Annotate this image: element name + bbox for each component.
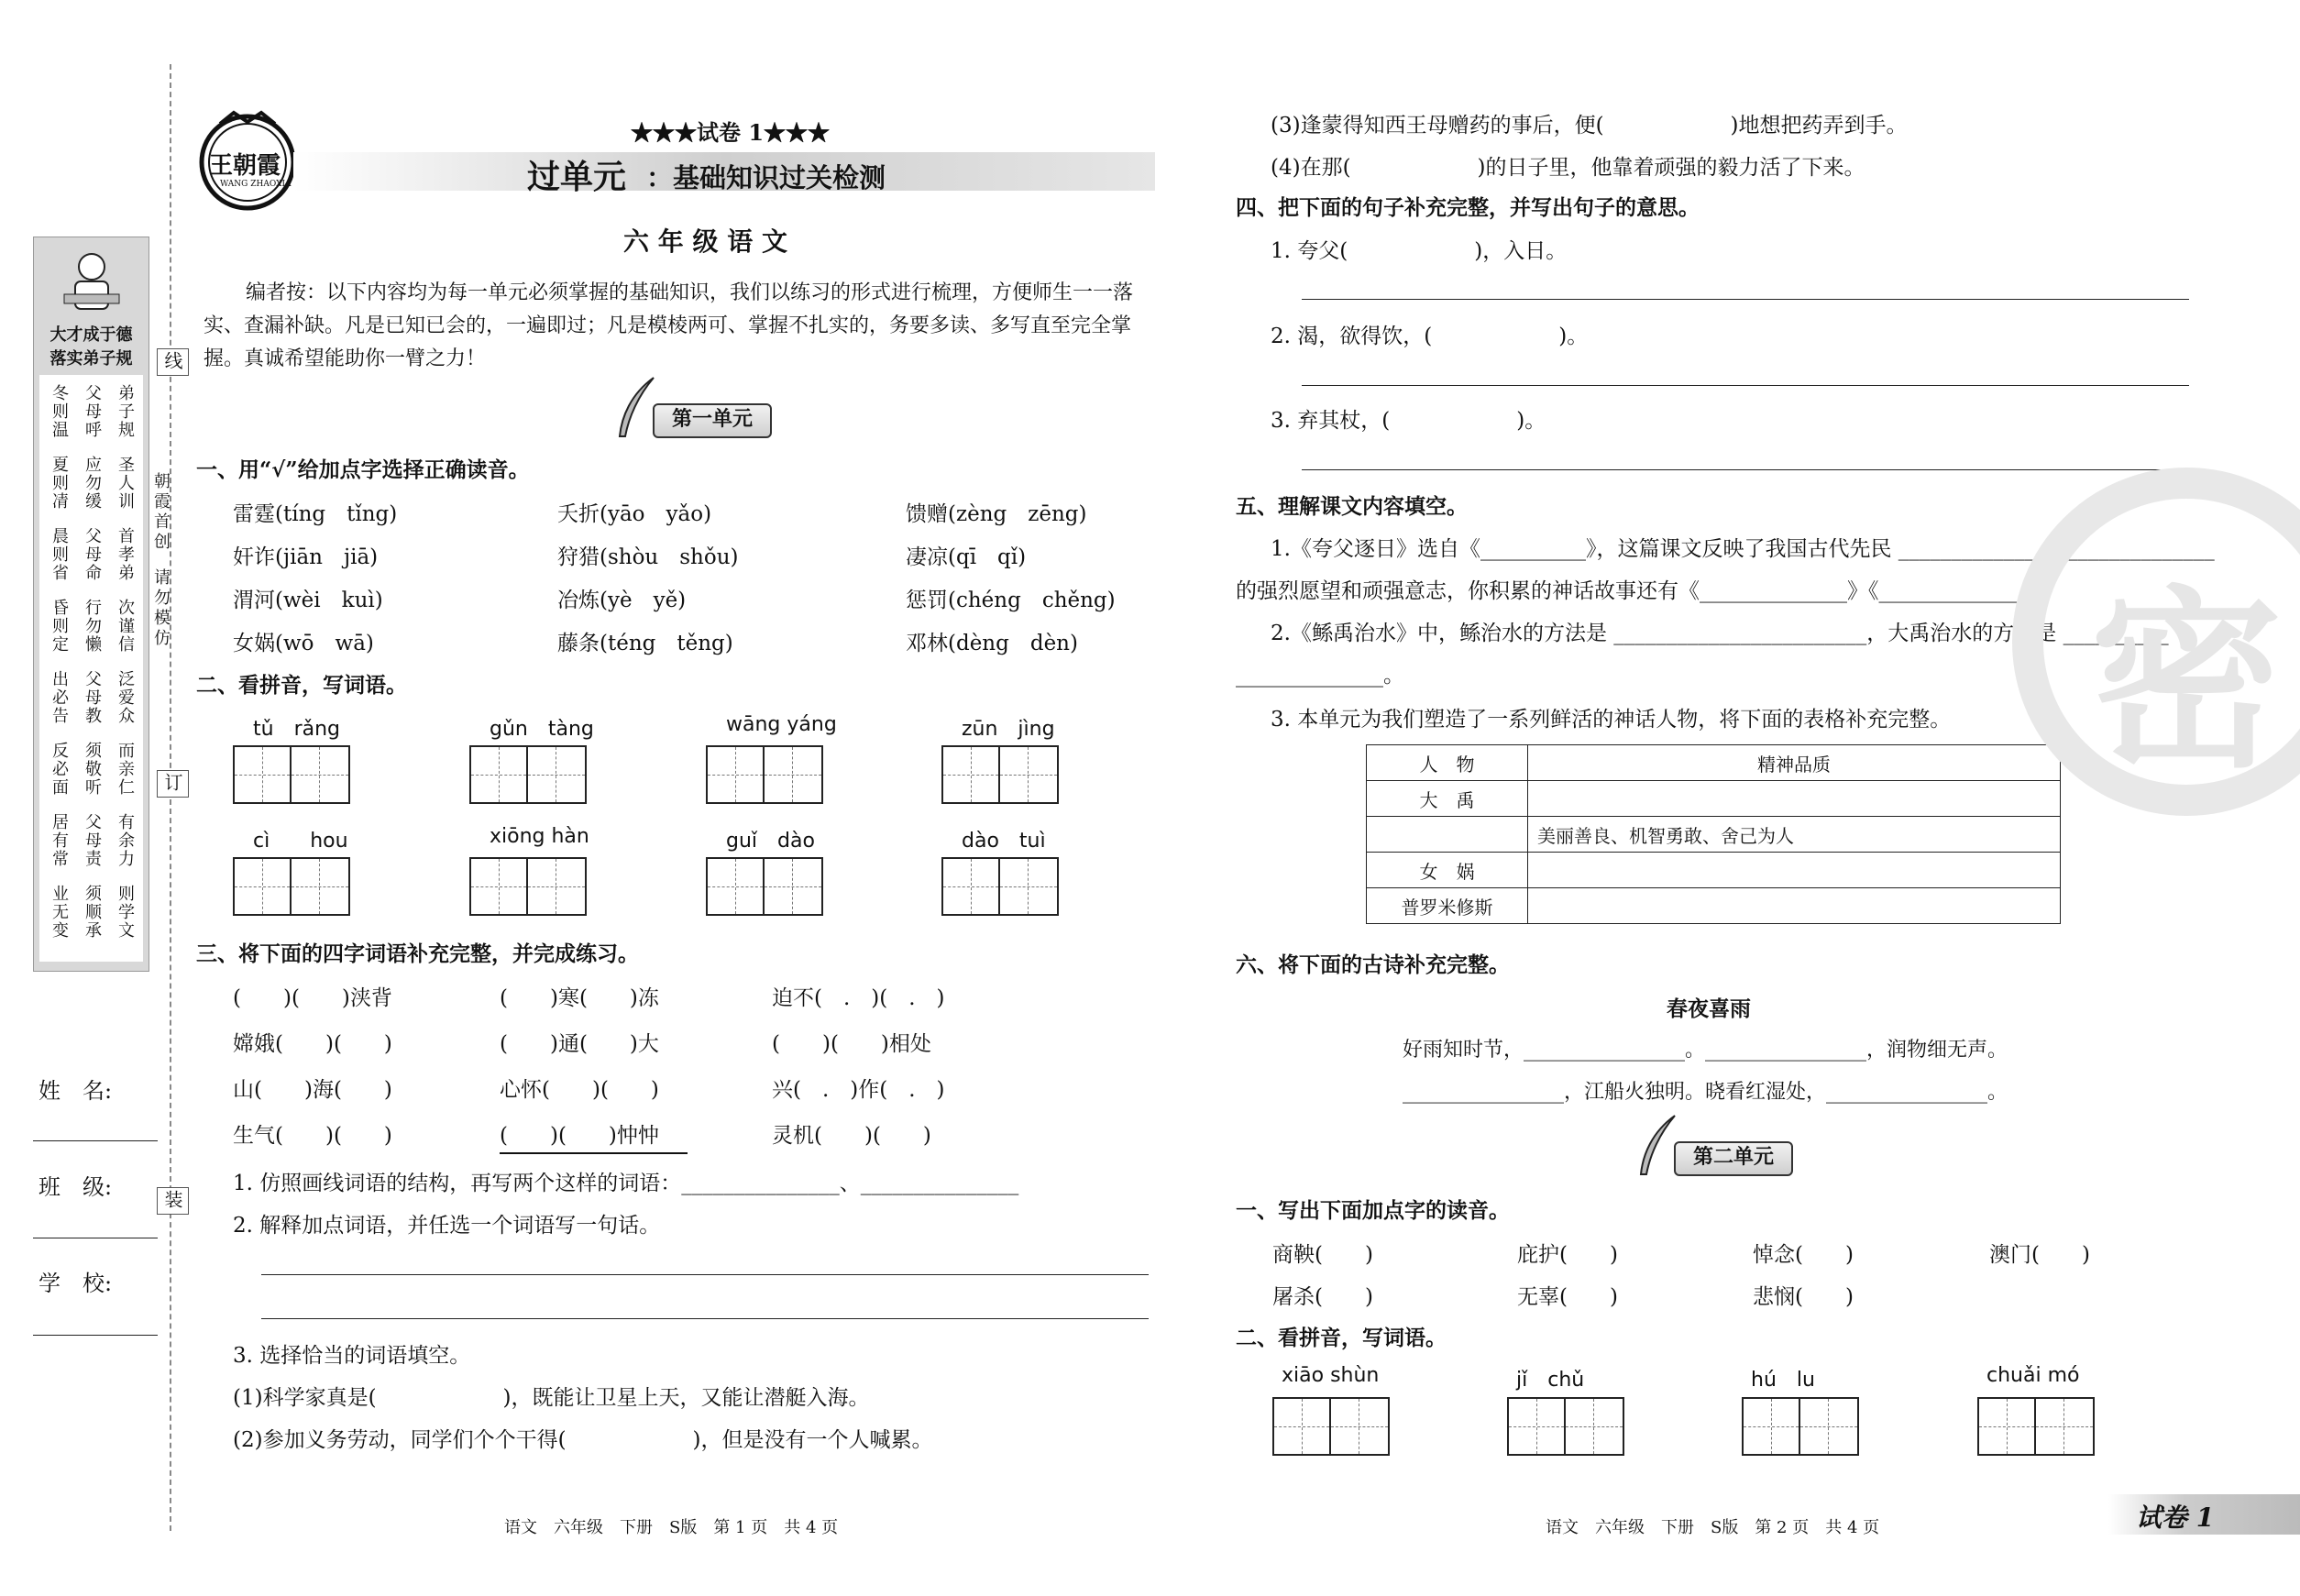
- q5-1b: 的强烈愿望和顽强意志，你积累的神话故事还有《______________》《______________》。: [1236, 579, 2058, 603]
- confidential-stamp-char: 密: [2090, 567, 2283, 794]
- q2-pinyin: cì hou: [253, 830, 348, 853]
- answer-line-1[interactable]: [261, 1274, 1149, 1275]
- q1-item[interactable]: 渭河(wèi kuì): [233, 589, 383, 612]
- u2q2-pinyin: xiāo shùn: [1282, 1364, 1380, 1387]
- char-cell[interactable]: [2036, 1399, 2093, 1454]
- q3-sub3-b: (2)参加义务劳动，同学们个个干得( )，但是没有一个人喊累。: [233, 1428, 933, 1452]
- char-cell[interactable]: [943, 859, 1000, 914]
- q4-2-line[interactable]: [1302, 385, 2189, 386]
- side-motto-top: 大才成于德: [50, 325, 133, 345]
- side-text-column: 业无变: [50, 885, 69, 940]
- side-text-column: 首孝弟: [116, 527, 135, 582]
- guide-line: [735, 859, 736, 914]
- side-text-column: 昏则定: [50, 599, 69, 654]
- q1-item[interactable]: 惩罚(chéng chěng): [906, 589, 1116, 612]
- table-header: [1367, 745, 2061, 781]
- school-field[interactable]: [33, 1335, 158, 1336]
- q2-write-box[interactable]: [233, 745, 350, 804]
- name-field[interactable]: [33, 1140, 158, 1141]
- char-cell[interactable]: [708, 747, 765, 802]
- side-text-column: 父母命: [83, 527, 102, 582]
- side-text-column: 须敬听: [83, 742, 102, 797]
- r-line-1: (3)逢蒙得知西王母赠药的事后，便( )地想把药弄到手。: [1271, 114, 1908, 138]
- char-cell[interactable]: [1509, 1399, 1566, 1454]
- side-text-column: 居有常: [50, 813, 69, 868]
- table-head-person: 人 物: [1367, 745, 1528, 781]
- char-cell[interactable]: [235, 747, 292, 802]
- q2-write-box[interactable]: [706, 857, 823, 916]
- guide-line: [1771, 1399, 1772, 1454]
- brand-logo-text: 王朝霞: [209, 152, 281, 180]
- q3-item[interactable]: 生气( )( ): [233, 1124, 392, 1148]
- q3-sub3-a: (1)科学家真是( )，既能让卫星上天，又能让潜艇入海。: [233, 1386, 870, 1410]
- side-text-column: 泛爱众: [116, 670, 135, 725]
- name-label: 姓 名:: [39, 1078, 113, 1104]
- guide-line: [792, 859, 793, 914]
- seal-char-3: 装: [157, 1187, 189, 1215]
- guide-line: [2063, 1399, 2064, 1454]
- q1-item[interactable]: 女娲(wō wā): [233, 632, 374, 655]
- char-cell[interactable]: [708, 859, 765, 914]
- q1-title: 一、用“√”给加点字选择正确读音。: [196, 457, 530, 482]
- binding-line: [170, 64, 171, 1531]
- q2-pinyin: tǔ rǎng: [253, 718, 341, 741]
- poem-line-2: ________________，江船火独明。晓看红湿处，________________。: [1403, 1081, 2008, 1104]
- q3-sub2: 2. 解释加点词语，并任选一个词语写一句话。: [233, 1214, 661, 1238]
- school-label: 学 校:: [39, 1271, 113, 1296]
- right-footer: 语文 六年级 下册 S版 第 2 页 共 4 页: [1546, 1518, 1880, 1537]
- side-text-column: 应勿缓: [83, 456, 102, 511]
- table-cell: 普罗米修斯: [1367, 888, 1528, 924]
- side-text-column: 则学文: [116, 885, 135, 940]
- char-cell[interactable]: [1000, 747, 1057, 802]
- subject-title: 六 年 级 语 文: [623, 226, 787, 257]
- side-text-column: 出必告: [50, 670, 69, 725]
- side-text-column: 圣人训: [116, 456, 135, 511]
- guide-line: [1302, 1399, 1303, 1454]
- u2q1-item[interactable]: 悼念( ): [1753, 1243, 1854, 1267]
- q2-pinyin: xiōng hàn: [490, 825, 589, 848]
- guide-line: [735, 747, 736, 802]
- side-text-box: [39, 375, 143, 962]
- q6-title: 六、将下面的古诗补充完整。: [1236, 952, 1510, 977]
- table-cell: 女 娲: [1367, 853, 1528, 888]
- guide-line: [528, 886, 585, 887]
- char-cell[interactable]: [471, 859, 528, 914]
- q3-item[interactable]: 嫦娥( )( ): [233, 1032, 392, 1056]
- u2q2-pinyin: jǐ chǔ: [1516, 1369, 1585, 1392]
- u2q2-write-box[interactable]: [1272, 1397, 1390, 1456]
- scholar-illustration: [55, 247, 128, 320]
- u2q1-item[interactable]: 无辜( ): [1517, 1285, 1618, 1309]
- table-cell-input[interactable]: [1367, 817, 1528, 853]
- underline-mark: [500, 1152, 688, 1154]
- quill-icon-2: [1634, 1114, 1679, 1182]
- q5-2b: ______________。: [1236, 664, 1404, 688]
- guide-line: [499, 859, 500, 914]
- poem-line-1: 好雨知时节，________________。________________，润物细无声。: [1403, 1039, 2008, 1062]
- q4-1: 1. 夸父( )，入日。: [1271, 239, 1568, 263]
- table-row: [1367, 888, 2061, 924]
- char-cell[interactable]: [1331, 1399, 1388, 1454]
- r-line-2: (4)在那( )的日子里，他靠着顽强的毅力活了下来。: [1271, 156, 1865, 180]
- table-cell-input[interactable]: [1528, 853, 2061, 888]
- char-cell[interactable]: [1274, 1399, 1331, 1454]
- guide-line: [2036, 1426, 2093, 1427]
- u2q2-pinyin: chuǎi mó: [1986, 1364, 2080, 1387]
- guide-line: [765, 775, 821, 776]
- table-cell: 美丽善良、机智勇敢、舍己为人: [1528, 817, 2061, 853]
- table-cell-input[interactable]: [1528, 781, 2061, 817]
- corner-label: 试卷 1: [2136, 1502, 2215, 1533]
- q1-item[interactable]: 夭折(yāo yǎo): [557, 502, 712, 526]
- side-text-column: 次谨信: [116, 599, 135, 654]
- q4-2: 2. 渴，欲得饮，( )。: [1271, 325, 1589, 348]
- q3-item[interactable]: ( )( )忡忡: [500, 1124, 659, 1148]
- table-cell-input[interactable]: [1528, 888, 2061, 924]
- q5-3: 3. 本单元为我们塑造了一系列鲜活的神话人物，将下面的表格补充完整。: [1271, 708, 1952, 732]
- u2q2-write-box[interactable]: [1977, 1397, 2095, 1456]
- side-text-column: 父母责: [83, 813, 102, 868]
- table-row: [1367, 853, 2061, 888]
- poem-title: 春夜喜雨: [1667, 996, 1751, 1021]
- q3-item[interactable]: 迫不( . )( . ): [772, 986, 945, 1010]
- table-row: [1367, 817, 2061, 853]
- char-cell[interactable]: [765, 747, 821, 802]
- quill-icon: [612, 376, 658, 444]
- q3-item[interactable]: 心怀( )( ): [500, 1078, 659, 1102]
- char-cell[interactable]: [292, 859, 348, 914]
- side-text-column: 父母呼: [83, 384, 102, 439]
- guide-line: [1000, 775, 1057, 776]
- guide-line: [765, 886, 821, 887]
- series-label: ★★★试卷 1★★★: [631, 119, 831, 146]
- q2-title: 二、看拼音，写词语。: [196, 673, 407, 698]
- guide-line: [499, 747, 500, 802]
- guide-line: [2007, 1399, 2008, 1454]
- u2q2-write-box[interactable]: [1507, 1397, 1624, 1456]
- guide-line: [971, 859, 972, 914]
- guide-line: [792, 747, 793, 802]
- q5-title: 五、理解课文内容填空。: [1236, 494, 1468, 519]
- guide-line: [292, 886, 348, 887]
- seal-char-2: 订: [157, 770, 189, 798]
- side-text-column: 晨则省: [50, 527, 69, 582]
- q2-write-box[interactable]: [941, 857, 1059, 916]
- char-cell[interactable]: [943, 747, 1000, 802]
- side-text-column: 行勿懒: [83, 599, 102, 654]
- char-cell[interactable]: [1566, 1399, 1623, 1454]
- title-sub: ：基础知识过关检测: [646, 162, 886, 193]
- side-text-column: 夏则凊: [50, 456, 69, 511]
- u2q1-item[interactable]: 商鞅( ): [1272, 1243, 1373, 1267]
- side-note-2: 请勿模仿: [151, 568, 171, 649]
- u2q1-item[interactable]: 悲悯( ): [1753, 1285, 1854, 1309]
- side-text-column: 冬则温: [50, 384, 69, 439]
- q4-3: 3. 弃其杖，( )。: [1271, 409, 1546, 433]
- title-main: 过单元: [527, 158, 627, 196]
- char-cell[interactable]: [1744, 1399, 1800, 1454]
- q4-title: 四、把下面的句子补充完整，并写出句子的意思。: [1236, 195, 1700, 220]
- u2q2-write-box[interactable]: [1742, 1397, 1859, 1456]
- q3-item[interactable]: 山( )海( ): [233, 1078, 392, 1102]
- unit1-banner: 第一单元: [653, 403, 772, 438]
- char-cell[interactable]: [235, 859, 292, 914]
- q1-item[interactable]: 雷霆(tíng tǐng): [233, 502, 398, 526]
- u2q1-title: 一、写出下面加点字的读音。: [1236, 1198, 1510, 1223]
- q3-sub1: 1. 仿照画线词语的结构，再写两个这样的词语：_______________、_______________: [233, 1172, 1019, 1195]
- side-text-column: 有余力: [116, 813, 135, 868]
- guide-line: [971, 747, 972, 802]
- q2-pinyin: guǐ dào: [726, 830, 815, 853]
- q1-item[interactable]: 邓林(dèng dèn): [906, 632, 1078, 655]
- u2q1-item[interactable]: 庇护( ): [1517, 1243, 1618, 1267]
- q3-item[interactable]: ( )( )相处: [772, 1032, 931, 1056]
- side-text-column: 父母教: [83, 670, 102, 725]
- q2-write-box[interactable]: [706, 745, 823, 804]
- side-note-1: 朝霞首创: [151, 472, 171, 553]
- q5-2a: 2.《鲧禹治水》中，鲧治水的方法是 ________________________，大禹治水的方法是 __________: [1271, 622, 2169, 645]
- q2-write-box[interactable]: [941, 745, 1059, 804]
- u2q2-pinyin: hú lu: [1751, 1369, 1815, 1392]
- guide-line: [1028, 859, 1029, 914]
- left-footer: 语文 六年级 下册 S版 第 1 页 共 4 页: [504, 1518, 839, 1537]
- q2-pinyin: gǔn tàng: [490, 718, 594, 741]
- q3-item[interactable]: ( )通( )大: [500, 1032, 659, 1056]
- guide-line: [1028, 747, 1029, 802]
- char-cell[interactable]: [1800, 1399, 1857, 1454]
- guide-line: [1566, 1426, 1623, 1427]
- class-label: 班 级:: [39, 1174, 113, 1200]
- q3-item[interactable]: 灵机( )( ): [772, 1124, 931, 1148]
- q2-pinyin: zūn jìng: [962, 718, 1055, 741]
- guide-line: [262, 747, 263, 802]
- unit2-banner: 第二单元: [1674, 1141, 1793, 1176]
- q3-item[interactable]: 兴( . )作( . ): [772, 1078, 945, 1102]
- side-text-column: 弟子规: [116, 384, 135, 439]
- q2-pinyin: wāng yáng: [726, 713, 837, 736]
- guide-line: [319, 747, 320, 802]
- char-cell[interactable]: [471, 747, 528, 802]
- table-row: [1367, 781, 2061, 817]
- u2q1-item[interactable]: 澳门( ): [1989, 1243, 2090, 1267]
- q1-item[interactable]: 冶炼(yè yě): [557, 589, 687, 612]
- q3-item[interactable]: ( )( )浃背: [233, 986, 392, 1010]
- q3-title: 三、将下面的四字词语补充完整，并完成练习。: [196, 941, 639, 966]
- q2-write-box[interactable]: [469, 745, 587, 804]
- char-cell[interactable]: [1979, 1399, 2036, 1454]
- q5-1a: 1.《夸父逐日》选自《__________》，这篇课文反映了我国古代先民 ______________、______________: [1271, 537, 2215, 561]
- q1-item[interactable]: 狩猎(shòu shǒu): [557, 545, 739, 569]
- char-cell[interactable]: [1000, 859, 1057, 914]
- q2-write-box[interactable]: [469, 857, 587, 916]
- table-cell: 大 禹: [1367, 781, 1528, 817]
- q3-item[interactable]: ( )寒( )冻: [500, 986, 659, 1010]
- guide-line: [1800, 1426, 1857, 1427]
- editor-note: 编者按：以下内容均为每一单元必须掌握的基础知识，我们以练习的形式进行梳理，方便师生一一落实、查漏补缺。凡是已知已会的，一遍即过；凡是模棱两可、掌握不扎实的，务要多读、多写直至完全掌握。真诚希望能助你一臂之力！: [204, 281, 1134, 370]
- answer-line-2[interactable]: [261, 1318, 1149, 1319]
- side-text-column: 须顺承: [83, 885, 102, 940]
- side-text-column: 反必面: [50, 742, 69, 797]
- q1-item[interactable]: 馈赠(zèng zēng): [906, 502, 1087, 526]
- side-panel: [33, 237, 149, 972]
- character-table: [1366, 744, 2061, 924]
- guide-line: [1331, 1426, 1388, 1427]
- side-motto-bottom: 落实弟子规: [50, 349, 133, 369]
- guide-line: [528, 775, 585, 776]
- q1-item[interactable]: 藤条(téng těng): [557, 632, 733, 655]
- u2q1-item[interactable]: 屠杀( ): [1272, 1285, 1373, 1309]
- guide-line: [292, 775, 348, 776]
- seal-char-1: 线: [157, 348, 189, 376]
- u2q2-title: 二、看拼音，写词语。: [1236, 1326, 1447, 1350]
- q4-3-line[interactable]: [1302, 469, 2189, 470]
- guide-line: [262, 859, 263, 914]
- table-head-quality: 精神品质: [1528, 745, 2061, 781]
- guide-line: [319, 859, 320, 914]
- q1-item[interactable]: 奸诈(jiān jiā): [233, 545, 379, 569]
- q2-pinyin: dào tuì: [962, 830, 1046, 853]
- q1-item[interactable]: 凄凉(qī qǐ): [906, 545, 1027, 569]
- brand-logo-sub: WANG ZHAOXIA: [220, 180, 292, 189]
- q2-write-box[interactable]: [233, 857, 350, 916]
- guide-line: [1593, 1399, 1594, 1454]
- char-cell[interactable]: [528, 747, 585, 802]
- side-text-column: 而亲仁: [116, 742, 135, 797]
- char-cell[interactable]: [292, 747, 348, 802]
- guide-line: [1536, 1399, 1537, 1454]
- q4-1-line[interactable]: [1302, 299, 2189, 300]
- guide-line: [1828, 1399, 1829, 1454]
- q3-sub3: 3. 选择恰当的词语填空。: [233, 1344, 471, 1368]
- char-cell[interactable]: [528, 859, 585, 914]
- char-cell[interactable]: [765, 859, 821, 914]
- guide-line: [1000, 886, 1057, 887]
